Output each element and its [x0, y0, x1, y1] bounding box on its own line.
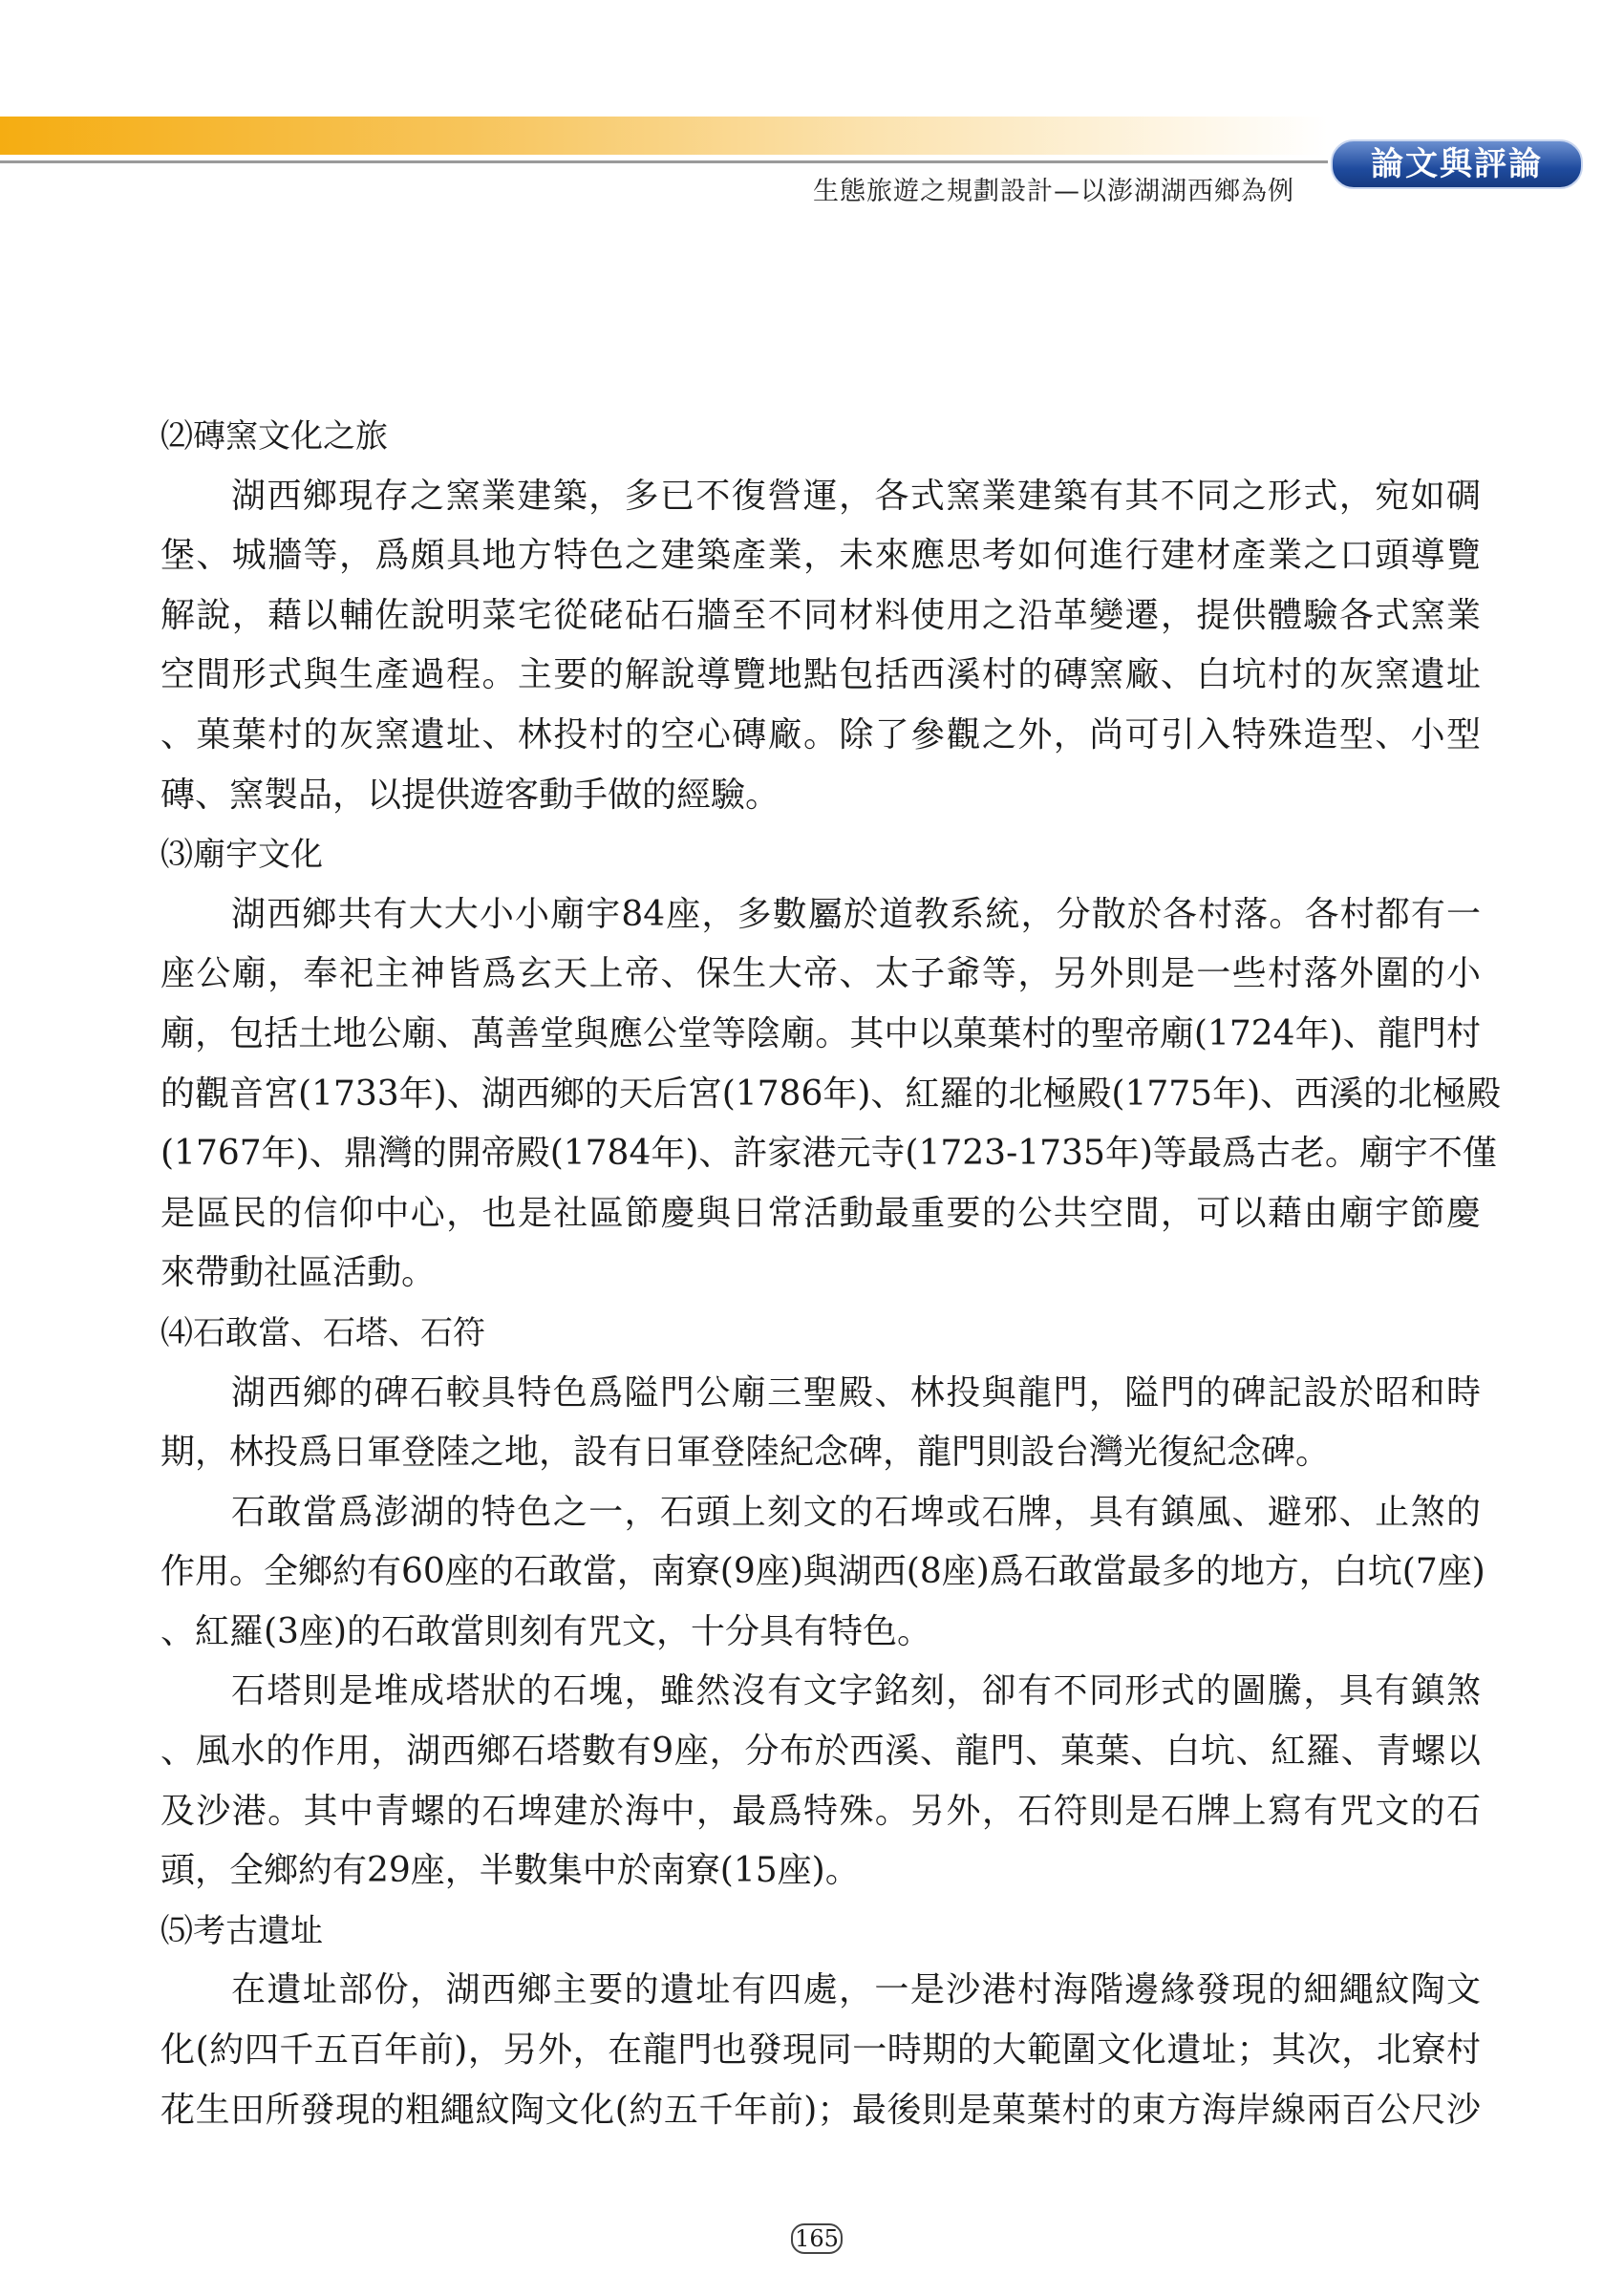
section-heading: ⑷石敢當、石塔、石符 [160, 1313, 485, 1352]
header-rule [0, 160, 1328, 163]
running-title: 生態旅遊之規劃設計—以澎湖湖西鄉為例 [813, 177, 1294, 206]
section-heading: ⑸考古遺址 [160, 1911, 323, 1950]
text-line: 磚、窯製品，以提供遊客動手做的經驗。 [160, 775, 780, 815]
text-line: 頭，全鄉約有29座，半數集中於南寮(15座)。 [160, 1851, 860, 1891]
section-heading: ⑵磚窯文化之旅 [160, 417, 388, 456]
text-line: 期，林投爲日軍登陸之地，設有日軍登陸紀念碑，龍門則設台灣光復紀念碑。 [160, 1433, 1331, 1473]
text-line: 的觀音宮(1733年)、湖西鄉的天后宮(1786年)、紅羅的北極殿(1775年)、西溪的北極殿 [160, 1074, 1502, 1114]
text-line: 、紅羅(3座)的石敢當則刻有咒文，十分具有特色。 [160, 1611, 931, 1651]
text-line: 解說，藉以輔佐說明菜宅從硓砧石牆至不同材料使用之沿革變遷，提供體驗各式窯業 [160, 595, 1481, 635]
text-line: 花生田所發現的粗繩紋陶文化(約五千年前)；最後則是菓葉村的東方海岸線兩百公尺沙 [160, 2090, 1481, 2130]
body-text [160, 407, 1502, 2140]
text-line: 湖西鄉現存之窯業建築，多已不復營運，各式窯業建築有其不同之形式，宛如碉 [231, 476, 1481, 516]
text-line: 、風水的作用，湖西鄉石塔數有9座，分布於西溪、龍門、菓葉、白坑、紅羅、青螺以 [160, 1732, 1481, 1772]
text-line: 及沙港。其中青螺的石埤建於海中，最爲特殊。另外，石符則是石牌上寫有咒文的石 [160, 1791, 1481, 1831]
text-line: 湖西鄉的碑石較具特色爲隘門公廟三聖殿、林投與龍門，隘門的碑記設於昭和時 [231, 1372, 1481, 1413]
page-number: 165 [791, 2223, 843, 2254]
text-line: 在遺址部份，湖西鄉主要的遺址有四處，一是沙港村海階邊緣發現的細繩紋陶文 [231, 1970, 1481, 2010]
text-line: 湖西鄉共有大大小小廟宇84座，多數屬於道教系統，分散於各村落。各村都有一 [231, 894, 1481, 934]
text-line: 來帶動社區活動。 [160, 1253, 437, 1293]
section-badge: 論文與評論 [1331, 139, 1583, 189]
text-line: 是區民的信仰中心，也是社區節慶與日常活動最重要的公共空間，可以藉由廟宇節慶 [160, 1193, 1481, 1233]
text-line: 、菓葉村的灰窯遺址、林投村的空心磚廠。除了參觀之外，尚可引入特殊造型、小型 [160, 714, 1481, 755]
text-line: 堡、城牆等，爲頗具地方特色之建築產業，未來應思考如何進行建材產業之口頭導覽 [160, 536, 1481, 576]
text-line: 化(約四千五百年前)，另外，在龍門也發現同一時期的大範圍文化遺址；其次，北寮村 [160, 2030, 1481, 2071]
text-line: 石塔則是堆成塔狀的石塊，雖然沒有文字銘刻，卻有不同形式的圖騰，具有鎮煞 [231, 1671, 1481, 1711]
text-line: 石敢當爲澎湖的特色之一，石頭上刻文的石埤或石牌，具有鎮風、避邪、止煞的 [231, 1492, 1481, 1532]
text-line: 座公廟，奉祀主神皆爲玄天上帝、保生大帝、太子爺等，另外則是一些村落外圍的小 [160, 954, 1481, 994]
text-line: 作用。全鄉約有60座的石敢當，南寮(9座)與湖西(8座)爲石敢當最多的地方，白坑(7座) [160, 1552, 1485, 1592]
header-color-band [0, 117, 1328, 155]
text-line: 廟，包括土地公廟、萬善堂與應公堂等陰廟。其中以菓葉村的聖帝廟(1724年)、龍門村 [160, 1013, 1481, 1053]
text-line: 空間形式與生產過程。主要的解說導覽地點包括西溪村的磚窯廠、白坑村的灰窯遺址 [160, 655, 1481, 695]
text-line: (1767年)、鼎灣的開帝殿(1784年)、許家港元寺(1723-1735年)等最爲古老。廟宇不僅 [160, 1134, 1497, 1174]
section-heading: ⑶廟宇文化 [160, 836, 323, 875]
